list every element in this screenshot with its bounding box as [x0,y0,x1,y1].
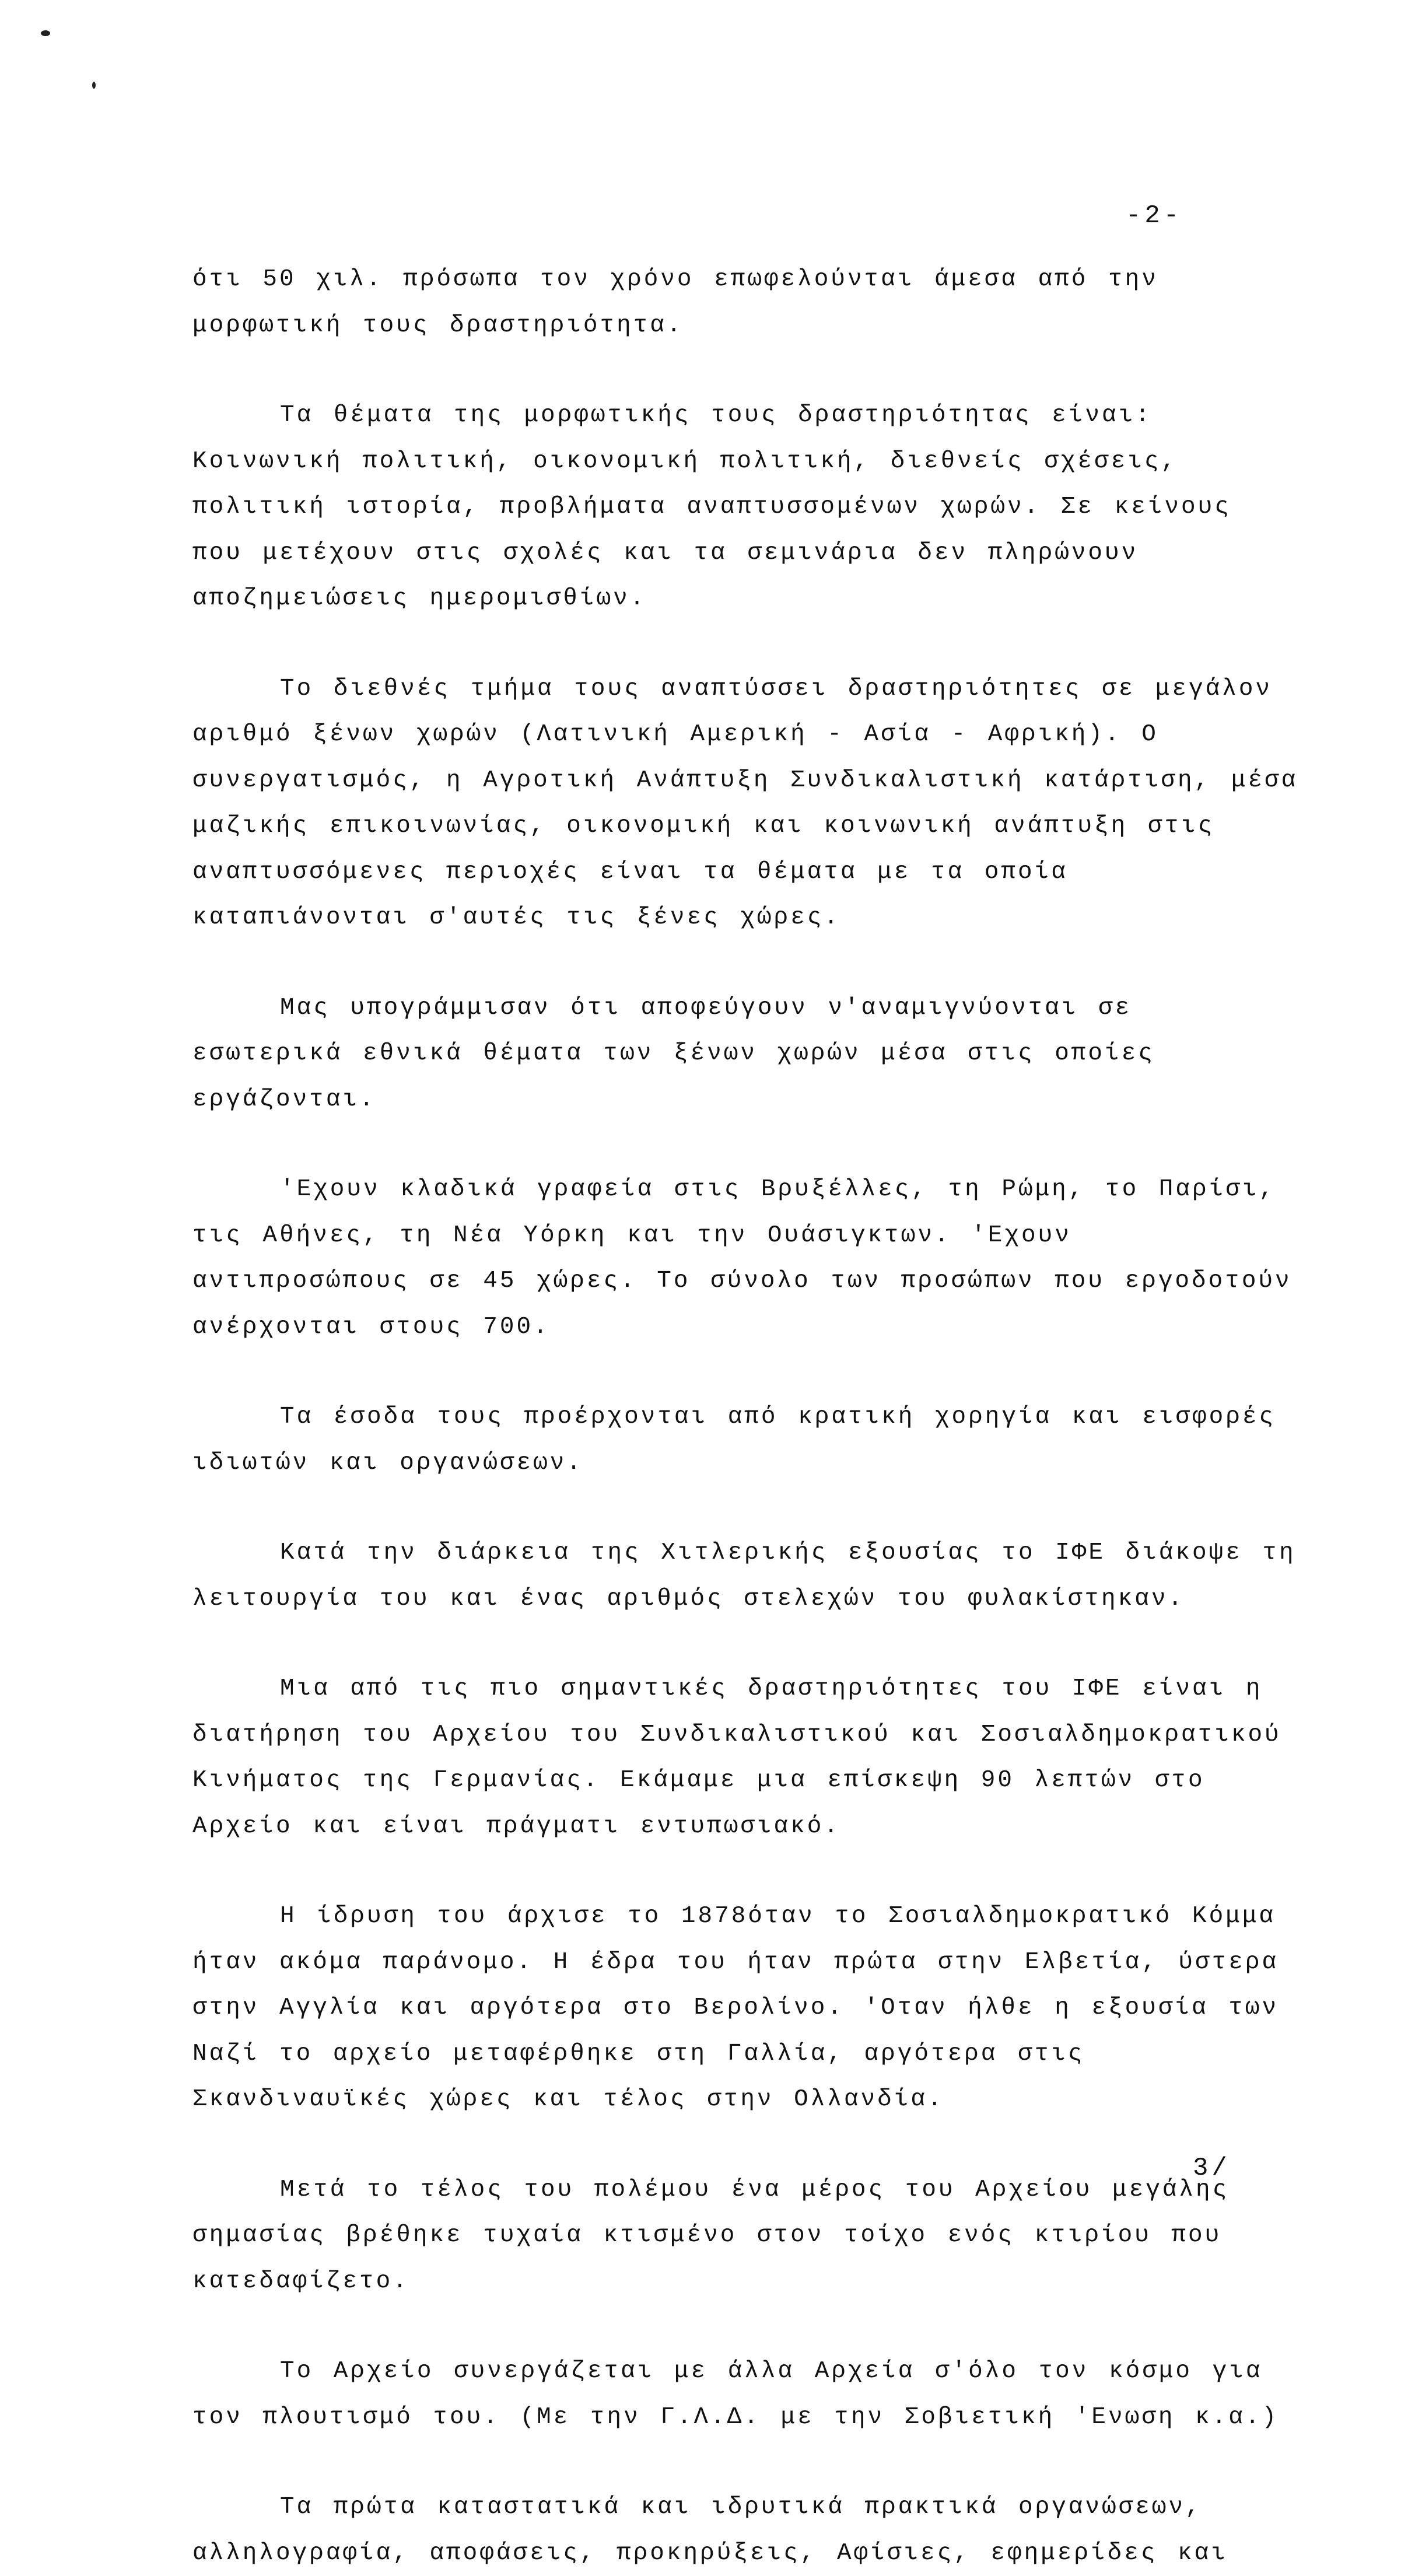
paragraph: 'Εχουν κλαδικά γραφεία στις Βρυξέλλες, τη Ρώμη, το Παρίσι, τις Αθήνες, τη Νέα Υόρκη και την Ουάσιγκτων. 'Εχουν αντιπροσώπους σε 45 χώρες. Το σύνολο των προσώπων που εργοδοτούν ανέρχονται στους 700. [192,1176,1292,1340]
paragraph: Το Αρχείο συνεργάζεται με άλλα Αρχεία σ'όλο τον κόσμο για τον πλουτισμό του. (Με την Γ.Λ.Δ. με την Σοβιετική 'Ενωση κ.α.) [192,2358,1279,2431]
page-number: -2- [1126,201,1183,230]
paragraph: Μετά το τέλος του πολέμου ένα μέρος του Αρχείου μεγάλης σημασίας βρέθηκε τυχαία κτισμένο στον τοίχο ενός κτιρίου που κατεδαφίζετο. [192,2176,1230,2295]
document-body [192,257,1301,2576]
scan-speck [92,82,96,89]
paragraph: Μας υπογράμμισαν ότι αποφεύγουν ν'αναμιγνύονται σε εσωτερικά εθνικά θέματα των ξένων χωρών μέσα στις οποίες εργάζονται. [192,994,1155,1113]
paragraph: Τα θέματα της μορφωτικής τους δραστηριότητας είναι: Κοινωνική πολιτική, οικονομική πολιτική, διεθνείς σχέσεις, πολιτική ιστορία, προβλήματα αναπτυσσομένων χωρών. Σε κείνους που μετέχουν στις σχολές και τα σεμινάρια δεν πληρώνουν αποζημειώσεις ημερομισθίων. [192,402,1231,612]
paragraph: Μια από τις πιο σημαντικές δραστηριότητες του ΙΦΕ είναι η διατήρηση του Αρχείου του Συνδικαλιστικού και Σοσιαλδημοκρατικού Κινήματος της Γερμανίας. Εκάμαμε μια επίσκεψη 90 λεπτών στο Αρχείο και είναι πράγματι εντυπωσιακό. [192,1675,1281,1840]
paragraph: Κατά την διάρκεια της Χιτλερικής εξουσίας το ΙΦΕ διάκοψε τη λειτουργία του και ένας αριθμός στελεχών του φυλακίστηκαν. [192,1539,1296,1612]
scan-speck [41,30,50,36]
continuation-marker: 3/ [1193,2154,1231,2183]
paragraph: Τα πρώτα καταστατικά και ιδρυτικά πρακτικά οργανώσεων, αλληλογραφία, αποφάσεις, προκηρύξεις, Αφίσιες, εφημερίδες και [192,2494,1228,2567]
paragraph: Τα έσοδα τους προέρχονται από κρατική χορηγία και εισφορές ιδιωτών και οργανώσεων. [192,1404,1276,1476]
paragraph: ότι 50 χιλ. πρόσωπα τον χρόνο επωφελούνται άμεσα από την μορφωτική τους δραστηριότητα. [192,266,1158,339]
paragraph: Το διεθνές τμήμα τους αναπτύσσει δραστηριότητες σε μεγάλον αριθμό ξένων χωρών (Λατινική Αμερική - Ασία - Αφρική). Ο συνεργατισμός, η Αγροτική Ανάπτυξη Συνδικαλιστική κατάρτιση, μέσα μαζικής επικοινωνίας, οικονομική και κοινωνική ανάπτυξη στις αναπτυσσόμενες περιοχές είναι τα θέματα με τα οποία καταπιάνονται σ'αυτές τις ξένες χώρες. [192,675,1298,931]
paragraph: Η ίδρυση του άρχισε το 1878όταν το Σοσιαλδημοκρατικό Κόμμα ήταν ακόμα παράνομο. Η έδρα του ήταν πρώτα στην Ελβετία, ύστερα στην Αγγλία και αργότερα στο Βερολίνο. 'Οταν ήλθε η εξουσία των Ναζί το αρχείο μεταφέρθηκε στη Γαλλία, αργότερα στις Σκανδιναυϊκές χώρες και τέλος στην Ολλανδία. [192,1903,1279,2113]
